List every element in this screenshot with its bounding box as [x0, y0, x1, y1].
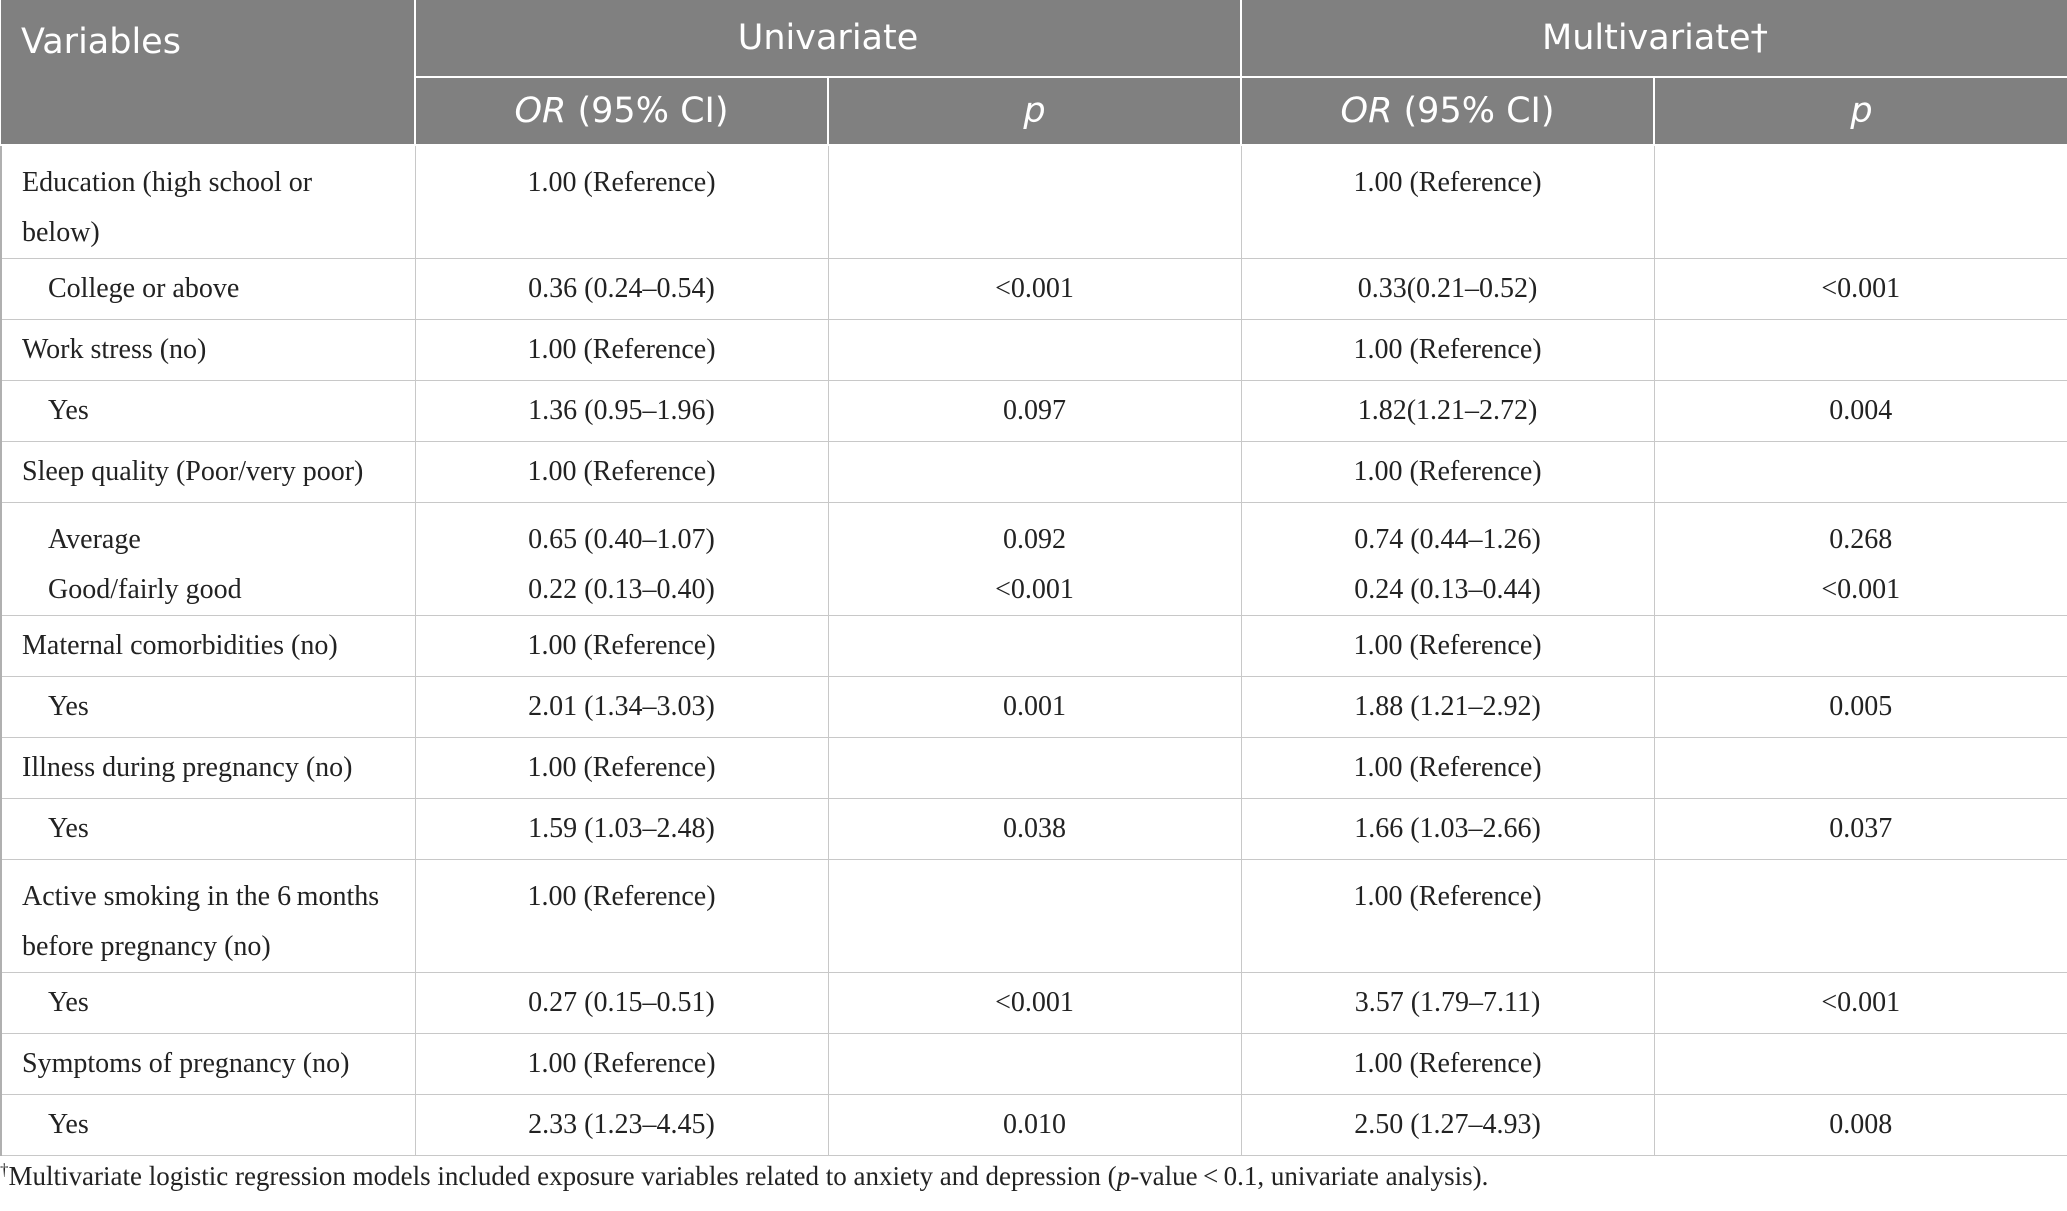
univariate-or — [415, 145, 828, 259]
value — [829, 158, 1241, 208]
row-label — [1, 616, 415, 677]
univariate-p — [828, 1034, 1241, 1095]
table-row — [1, 381, 2067, 442]
label-line: before pregnancy (no) — [22, 931, 271, 962]
value: 1.00 (Reference) — [527, 1048, 716, 1079]
univariate-or — [415, 259, 828, 320]
value — [829, 320, 1241, 380]
footnote-p-italic: p — [1116, 1161, 1131, 1191]
value: 0.36 (0.24–0.54) — [528, 273, 715, 304]
table-row — [1, 738, 2067, 799]
univariate-p — [828, 259, 1241, 320]
value — [829, 442, 1241, 502]
table-footnote — [0, 1160, 2067, 1192]
value: 0.001 — [1003, 691, 1066, 722]
label-line: Sleep quality (Poor/very poor) — [22, 456, 364, 487]
value — [1655, 616, 2067, 676]
univariate-or — [415, 381, 828, 442]
header-multivariate: Multivariate† — [1241, 0, 2067, 77]
univariate-p — [828, 1095, 1241, 1156]
label-line: Yes — [48, 987, 89, 1018]
or-rest: (95% CI) — [566, 91, 729, 131]
value — [1655, 320, 2067, 380]
row-label — [1, 381, 415, 442]
value: 0.092 — [1003, 524, 1066, 555]
label-line: Maternal comorbidities (no) — [22, 630, 338, 661]
table-row — [1, 503, 2067, 616]
value: 1.00 (Reference) — [527, 881, 716, 912]
row-label — [1, 738, 415, 799]
multivariate-p — [1654, 1034, 2067, 1095]
row-label — [1, 677, 415, 738]
label-line: Yes — [48, 1109, 89, 1140]
univariate-p — [828, 442, 1241, 503]
value — [829, 616, 1241, 676]
label-line: College or above — [48, 273, 240, 304]
table-row — [1, 616, 2067, 677]
header-variables: Variables — [1, 0, 415, 145]
table-body — [1, 145, 2067, 1156]
multivariate-p — [1654, 503, 2067, 616]
value: 0.74 (0.44–1.26) — [1354, 524, 1541, 555]
header-multivariate-or — [1241, 77, 1654, 145]
value: 0.24 (0.13–0.44) — [1354, 574, 1541, 605]
value: <0.001 — [995, 574, 1074, 605]
value: 1.00 (Reference) — [1353, 1048, 1542, 1079]
value: 0.097 — [1003, 395, 1066, 426]
multivariate-or — [1241, 381, 1654, 442]
value — [1655, 1034, 2067, 1094]
univariate-or — [415, 799, 828, 860]
value: 0.037 — [1829, 813, 1893, 844]
label-line: Work stress (no) — [22, 334, 207, 365]
value: 0.65 (0.40–1.07) — [528, 524, 715, 555]
univariate-p — [828, 973, 1241, 1034]
table-row — [1, 677, 2067, 738]
value: 1.00 (Reference) — [1353, 456, 1542, 487]
value: 1.36 (0.95–1.96) — [528, 395, 715, 426]
multivariate-p — [1654, 145, 2067, 259]
univariate-or — [415, 503, 828, 616]
value: 0.33(0.21–0.52) — [1357, 273, 1538, 304]
univariate-or — [415, 442, 828, 503]
value: 3.57 (1.79–7.11) — [1354, 987, 1541, 1018]
header-multivariate-p — [1654, 77, 2067, 145]
row-label — [1, 320, 415, 381]
value: 1.00 (Reference) — [1353, 881, 1542, 912]
or-italic: OR — [1340, 91, 1393, 131]
p-italic: p — [1023, 91, 1046, 131]
value — [829, 1034, 1241, 1094]
value: <0.001 — [1821, 574, 1901, 605]
univariate-p — [828, 320, 1241, 381]
value: <0.001 — [995, 273, 1074, 304]
table-row — [1, 1095, 2067, 1156]
row-label — [1, 145, 415, 259]
multivariate-p — [1654, 973, 2067, 1034]
or-italic: OR — [514, 91, 567, 131]
label-line: Active smoking in the 6 months — [22, 881, 380, 912]
value: 0.010 — [1003, 1109, 1066, 1140]
univariate-or — [415, 320, 828, 381]
row-label — [1, 860, 415, 973]
p-italic: p — [1850, 91, 1873, 131]
dagger-mark: † — [0, 1160, 9, 1179]
multivariate-or — [1241, 1095, 1654, 1156]
value — [1655, 158, 2067, 208]
label-line: Yes — [48, 395, 89, 426]
univariate-p — [828, 503, 1241, 616]
or-rest: (95% CI) — [1392, 91, 1555, 131]
value: 0.27 (0.15–0.51) — [528, 987, 715, 1018]
table-row — [1, 799, 2067, 860]
row-label — [1, 1095, 415, 1156]
header-univariate-p — [828, 77, 1241, 145]
value — [1655, 442, 2067, 502]
value: 1.00 (Reference) — [527, 752, 716, 783]
univariate-p — [828, 616, 1241, 677]
multivariate-p — [1654, 320, 2067, 381]
multivariate-p — [1654, 442, 2067, 503]
value — [1655, 872, 2067, 922]
table-row — [1, 860, 2067, 973]
value: 1.00 (Reference) — [527, 334, 716, 365]
row-label — [1, 799, 415, 860]
value: 1.82(1.21–2.72) — [1357, 395, 1538, 426]
value: <0.001 — [1821, 987, 1901, 1018]
value: 1.59 (1.03–2.48) — [528, 813, 715, 844]
multivariate-p — [1654, 738, 2067, 799]
value: 1.00 (Reference) — [1353, 334, 1542, 365]
value: 1.00 (Reference) — [1353, 752, 1542, 783]
multivariate-p — [1654, 799, 2067, 860]
multivariate-p — [1654, 616, 2067, 677]
value — [829, 738, 1241, 798]
univariate-p — [828, 381, 1241, 442]
multivariate-p — [1654, 677, 2067, 738]
header-univariate: Univariate — [415, 0, 1241, 77]
value: 0.22 (0.13–0.40) — [528, 574, 715, 605]
value: 2.33 (1.23–4.45) — [528, 1109, 715, 1140]
row-label — [1, 503, 415, 616]
table-row — [1, 973, 2067, 1034]
value: 1.66 (1.03–2.66) — [1354, 813, 1541, 844]
label-line: Yes — [48, 691, 89, 722]
multivariate-or — [1241, 616, 1654, 677]
multivariate-or — [1241, 799, 1654, 860]
multivariate-or — [1241, 973, 1654, 1034]
value: 1.00 (Reference) — [527, 630, 716, 661]
univariate-or — [415, 1034, 828, 1095]
univariate-p — [828, 799, 1241, 860]
label-line: Good/fairly good — [48, 574, 242, 605]
label-line: below) — [22, 217, 100, 248]
multivariate-or — [1241, 442, 1654, 503]
table-row — [1, 320, 2067, 381]
value — [1655, 738, 2067, 798]
value: 1.00 (Reference) — [527, 167, 716, 198]
header-univariate-or — [415, 77, 828, 145]
univariate-p — [828, 145, 1241, 259]
multivariate-p — [1654, 1095, 2067, 1156]
multivariate-or — [1241, 503, 1654, 616]
label-line: Yes — [48, 813, 89, 844]
row-label — [1, 442, 415, 503]
table-row — [1, 145, 2067, 259]
label-line: Symptoms of pregnancy (no) — [22, 1048, 350, 1079]
multivariate-or — [1241, 738, 1654, 799]
value: 0.268 — [1829, 524, 1893, 555]
multivariate-or — [1241, 860, 1654, 973]
label-line: Illness during pregnancy (no) — [22, 752, 353, 783]
value: 0.004 — [1829, 395, 1893, 426]
univariate-or — [415, 677, 828, 738]
univariate-or — [415, 1095, 828, 1156]
multivariate-or — [1241, 259, 1654, 320]
multivariate-p — [1654, 860, 2067, 973]
value: 2.50 (1.27–4.93) — [1354, 1109, 1541, 1140]
table-row — [1, 1034, 2067, 1095]
multivariate-or — [1241, 1034, 1654, 1095]
value: 0.005 — [1829, 691, 1893, 722]
value: 0.008 — [1829, 1109, 1893, 1140]
univariate-p — [828, 677, 1241, 738]
row-label — [1, 1034, 415, 1095]
value: 2.01 (1.34–3.03) — [528, 691, 715, 722]
footnote-text-a: Multivariate logistic regression models included exposure variables related to anxiety and depression ( — [8, 1161, 1117, 1191]
multivariate-p — [1654, 381, 2067, 442]
value: 1.00 (Reference) — [1353, 630, 1542, 661]
univariate-or — [415, 616, 828, 677]
table-row — [1, 259, 2067, 320]
footnote-text-b: -value < 0.1, univariate analysis). — [1130, 1161, 1489, 1191]
table-header — [1, 0, 2067, 145]
multivariate-p — [1654, 259, 2067, 320]
table-row — [1, 442, 2067, 503]
univariate-or — [415, 738, 828, 799]
row-label — [1, 259, 415, 320]
univariate-p — [828, 860, 1241, 973]
label-line: Education (high school or — [22, 167, 313, 198]
multivariate-or — [1241, 145, 1654, 259]
value — [829, 872, 1241, 922]
value: 0.038 — [1003, 813, 1066, 844]
value: 1.00 (Reference) — [527, 456, 716, 487]
value: 1.88 (1.21–2.92) — [1354, 691, 1541, 722]
value: <0.001 — [1821, 273, 1901, 304]
univariate-or — [415, 860, 828, 973]
multivariate-or — [1241, 320, 1654, 381]
univariate-or — [415, 973, 828, 1034]
univariate-p — [828, 738, 1241, 799]
multivariate-or — [1241, 677, 1654, 738]
row-label — [1, 973, 415, 1034]
value: <0.001 — [995, 987, 1074, 1018]
label-line: Average — [48, 524, 141, 555]
value: 1.00 (Reference) — [1353, 167, 1542, 198]
